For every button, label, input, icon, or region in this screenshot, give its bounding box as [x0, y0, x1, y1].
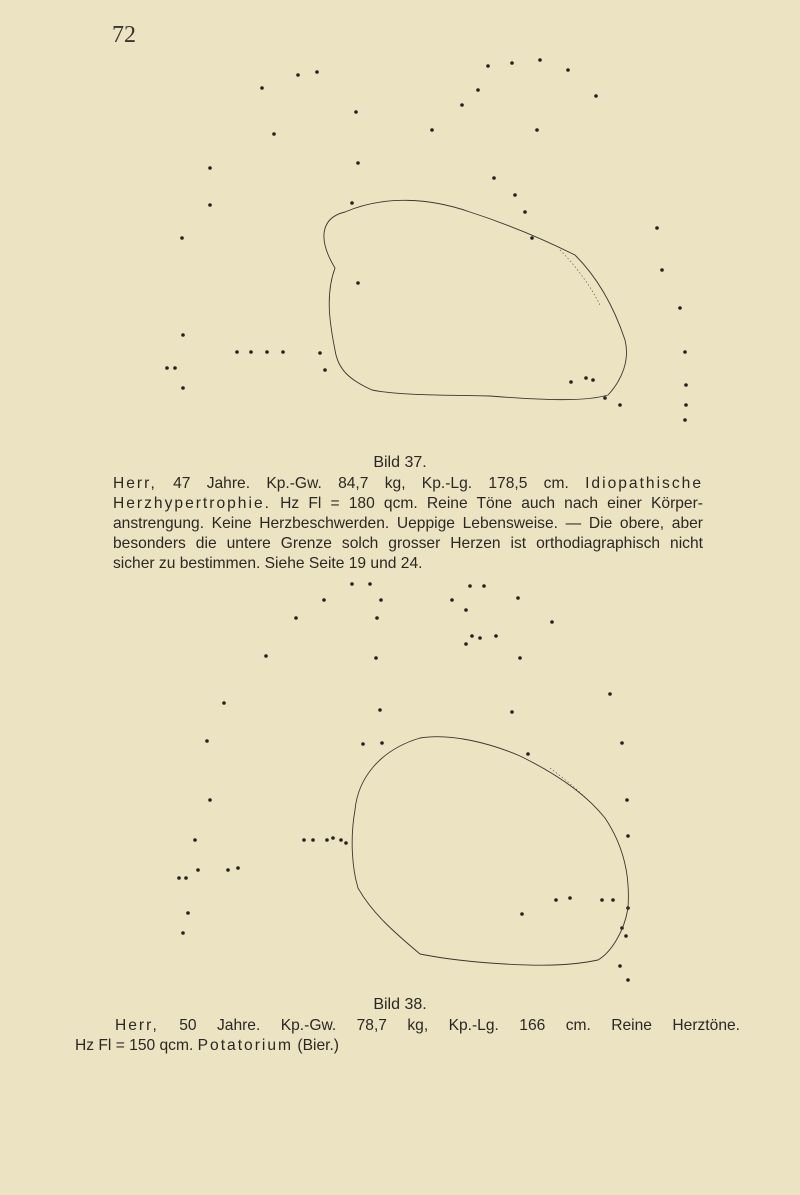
dot — [322, 598, 326, 602]
dot — [350, 201, 354, 205]
dot — [184, 876, 188, 880]
dot — [193, 838, 197, 842]
dot — [196, 868, 200, 872]
dot — [526, 752, 530, 756]
dot — [478, 636, 482, 640]
dot — [339, 838, 343, 842]
dot — [181, 386, 185, 390]
dot — [208, 166, 212, 170]
dot — [618, 964, 622, 968]
dot — [186, 911, 190, 915]
dot — [361, 742, 365, 746]
dot — [236, 866, 240, 870]
dot — [356, 161, 360, 165]
dot — [460, 103, 464, 107]
dot — [368, 582, 372, 586]
dot — [683, 350, 687, 354]
dot — [476, 88, 480, 92]
dot — [568, 896, 572, 900]
caption-bild-37 — [113, 474, 703, 574]
caption-line: Herr, 50 Jahre. Kp.-Gw. 78,7 kg, Kp.-Lg. 166 cm. Reine Herztöne. — [115, 1017, 740, 1034]
dot — [356, 281, 360, 285]
dot — [486, 64, 490, 68]
dot — [378, 708, 382, 712]
dot — [584, 376, 588, 380]
dot — [222, 701, 226, 705]
dot — [600, 898, 604, 902]
dot — [626, 978, 630, 982]
dot — [375, 616, 379, 620]
dot — [464, 608, 468, 612]
dot — [226, 868, 230, 872]
caption-line: sicher zu bestimmen. Siehe Seite 19 und 24. — [113, 555, 423, 572]
dot — [510, 710, 514, 714]
heart-contour-dashed — [550, 768, 605, 818]
dot — [591, 378, 595, 382]
dot — [684, 383, 688, 387]
dot — [323, 368, 327, 372]
caption-line: Herr, 47 Jahre. Kp.-Gw. 84,7 kg, Kp.-Lg. 178,5 cm. Idiopathische — [113, 475, 703, 492]
dot — [180, 236, 184, 240]
dot — [464, 642, 468, 646]
dot — [260, 86, 264, 90]
dot — [625, 798, 629, 802]
dot — [550, 620, 554, 624]
dot — [181, 931, 185, 935]
heart-orthodiagram-bild-38 — [0, 578, 800, 998]
dot — [208, 798, 212, 802]
dot — [516, 596, 520, 600]
dot — [510, 61, 514, 65]
caption-line: anstrengung. Keine Herzbeschwerden. Ueppige Lebensweise. — Die obere, aber — [113, 515, 703, 532]
dot — [311, 838, 315, 842]
dot — [554, 898, 558, 902]
dot — [181, 333, 185, 337]
dot — [296, 73, 300, 77]
dot — [660, 268, 664, 272]
dot — [530, 236, 534, 240]
dot — [608, 692, 612, 696]
dot — [430, 128, 434, 132]
dot — [264, 654, 268, 658]
heart-orthodiagram-bild-37 — [0, 50, 800, 450]
dot — [272, 132, 276, 136]
dot — [494, 634, 498, 638]
caption-line: Herzhypertrophie. Hz Fl = 180 qcm. Reine Töne auch nach einer Körper- — [113, 495, 703, 512]
dot — [618, 403, 622, 407]
dot — [470, 634, 474, 638]
dot — [538, 58, 542, 62]
dot — [344, 841, 348, 845]
figure-label-bild-38: Bild 38. — [373, 996, 427, 1013]
dot — [492, 176, 496, 180]
dot — [354, 110, 358, 114]
dot — [318, 351, 322, 355]
dot — [594, 94, 598, 98]
dot — [569, 380, 573, 384]
dot — [655, 226, 659, 230]
dot — [281, 350, 285, 354]
dot — [205, 739, 209, 743]
dot — [603, 396, 607, 400]
caption-bild-38 — [75, 1016, 740, 1056]
dot — [450, 598, 454, 602]
dot — [678, 306, 682, 310]
dot — [518, 656, 522, 660]
dot-scatter — [165, 58, 688, 422]
dot — [379, 598, 383, 602]
dot — [331, 836, 335, 840]
dot — [523, 210, 527, 214]
dot — [208, 203, 212, 207]
dot — [315, 70, 319, 74]
dot — [325, 838, 329, 842]
dot — [513, 193, 517, 197]
dot — [249, 350, 253, 354]
dot — [624, 934, 628, 938]
dot — [177, 876, 181, 880]
dot — [566, 68, 570, 72]
dot — [350, 582, 354, 586]
dot — [380, 741, 384, 745]
heart-contour — [324, 200, 627, 399]
dot — [684, 403, 688, 407]
dot — [611, 898, 615, 902]
dot — [482, 584, 486, 588]
caption-line: besonders die untere Grenze solch grosser Herzen ist orthodiagraphisch nicht — [113, 535, 703, 552]
page-number: 72 — [112, 22, 136, 48]
dot — [173, 366, 177, 370]
dot — [626, 834, 630, 838]
dot — [520, 912, 524, 916]
dot — [683, 418, 687, 422]
dot — [265, 350, 269, 354]
dot — [620, 741, 624, 745]
dot-scatter — [177, 582, 630, 982]
figure-label-bild-37: Bild 37. — [373, 454, 427, 471]
dot — [302, 838, 306, 842]
dot — [165, 366, 169, 370]
caption-line: Hz Fl = 150 qcm. Potatorium (Bier.) — [75, 1037, 339, 1054]
dot — [535, 128, 539, 132]
dot — [294, 616, 298, 620]
dot — [374, 656, 378, 660]
heart-contour — [352, 737, 628, 966]
dot — [235, 350, 239, 354]
dot — [468, 584, 472, 588]
